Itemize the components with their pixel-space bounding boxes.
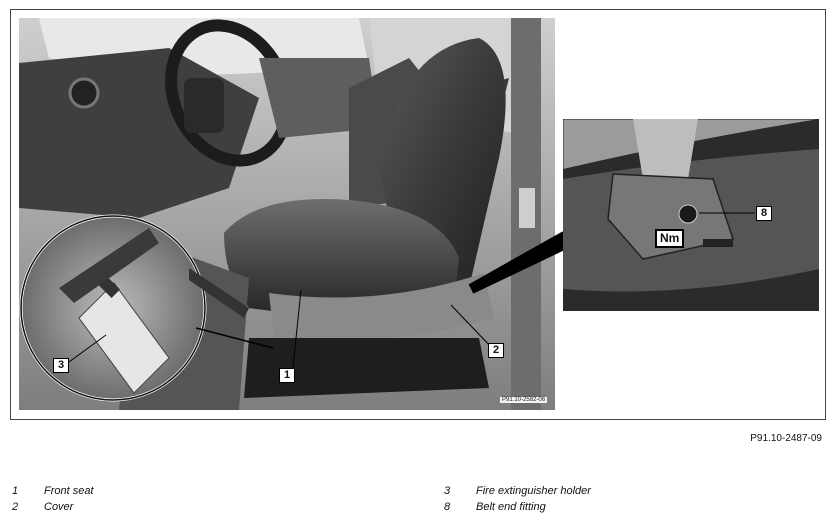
legend-label: Fire extinguisher holder [476, 485, 591, 497]
callout-2: 2 [488, 343, 504, 358]
figure-code: P91.10-2487-09 [750, 433, 822, 444]
photo-code: P91.10-2582-06 [502, 397, 546, 403]
inset-belt-webbing [633, 119, 698, 179]
legend-label: Belt end fitting [476, 501, 546, 513]
door-latch [519, 188, 535, 228]
callout-3: 3 [53, 358, 69, 373]
figure-frame [10, 9, 826, 420]
legend-number: 1 [12, 485, 19, 497]
steering-hub [184, 78, 224, 133]
torque-symbol: Nm [655, 229, 684, 248]
main-seat-photo [19, 18, 555, 410]
legend-number: 8 [444, 501, 451, 513]
inset-slot [703, 239, 733, 247]
legend-label: Cover [44, 501, 74, 513]
legend-number: 2 [12, 501, 19, 513]
belt-fitting-inset-photo [563, 119, 819, 311]
callout-1: 1 [279, 368, 295, 383]
legend-number: 3 [444, 485, 451, 497]
inset-belt-end-bolt [679, 205, 697, 223]
air-vent [70, 79, 98, 107]
callout-8: 8 [756, 206, 772, 221]
legend-label: Front seat [44, 485, 94, 497]
